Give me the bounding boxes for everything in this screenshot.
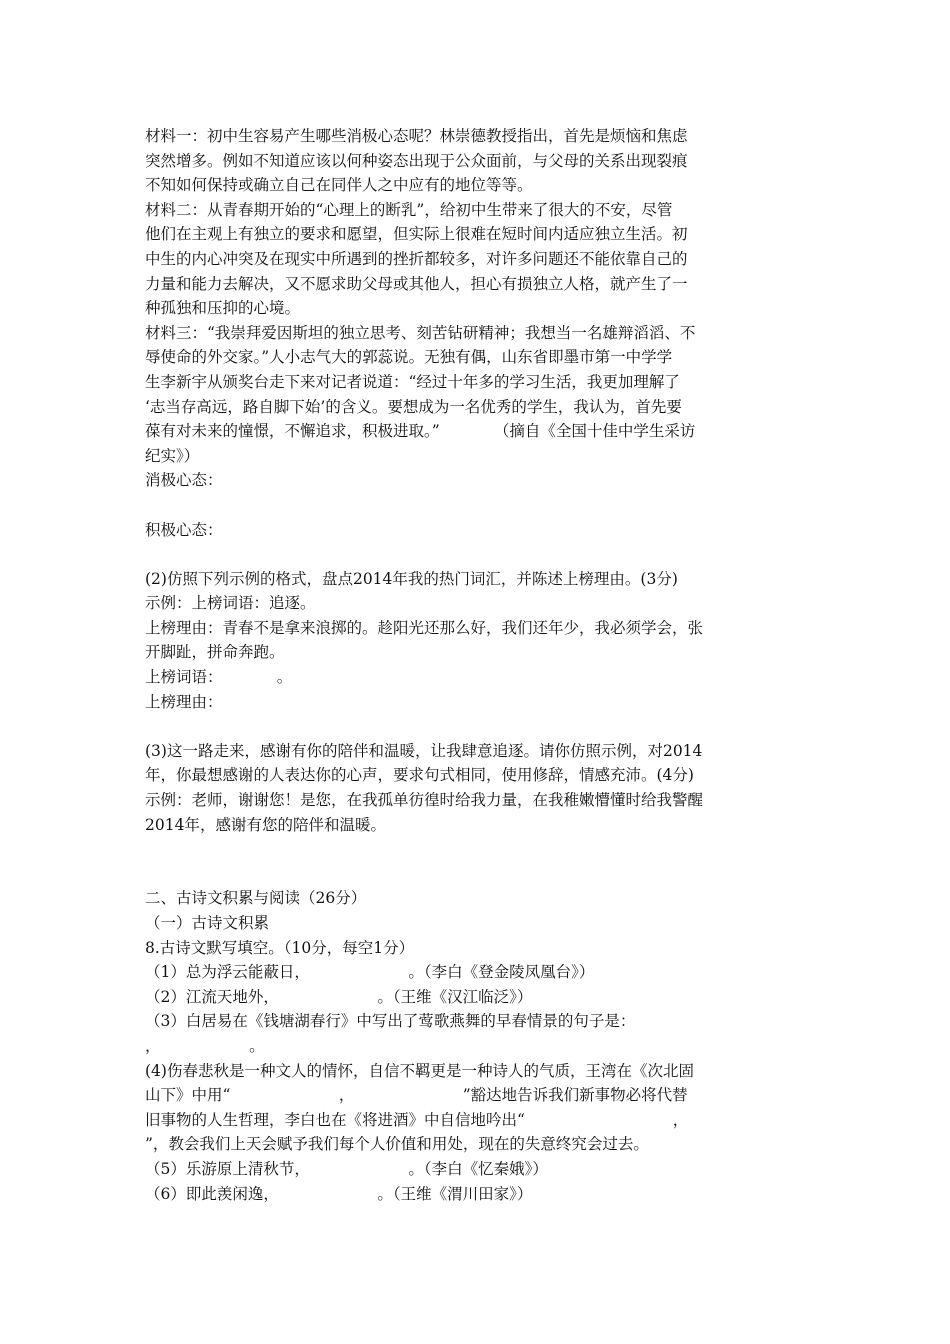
question-8-item-4-line-4: ”，教会我们上天会赋予我们每个人价值和用处，现在的失意终究会过去。 — [145, 1135, 649, 1154]
question-8-item-1: （1）总为浮云能蔽日， 。（李白《登金陵凤凰台》） — [145, 963, 595, 982]
answer-space — [145, 837, 810, 862]
answer-space — [145, 542, 810, 567]
material-3-line-3: 生李新宇从颁奖台走下来对记者说道：“经过十年多的学习生活，我更加理解了 — [145, 372, 680, 391]
question-8-item-4-line-2: 山下》中用“ ， ”豁达地告诉我们新事物必将代替 — [145, 1086, 688, 1105]
question-2-line-5: 上榜词语： 。 — [145, 668, 293, 687]
answer-space — [145, 493, 810, 518]
question-3-line-2: 年，你最想感谢的人表达你的心声，要求句式相同，使用修辞，情感充沛。(4分) — [145, 766, 694, 785]
question-2-line-6: 上榜理由： — [145, 692, 223, 711]
material-1-line-2: 突然增多。例如不知道应该以何种姿态出现于公众面前，与父母的关系出现裂痕 — [145, 151, 688, 170]
material-3-line-5: 葆有对未来的憧憬，不懈追求，积极进取。” （摘自《全国十佳中学生采访 — [145, 422, 696, 441]
question-8-item-3-line-1: （3）白居易在《钱塘湖春行》中写出了莺歌燕舞的早春情景的句子是： — [145, 1012, 636, 1031]
question-3-line-4: 2014年，感谢有您的陪伴和温暖。 — [145, 815, 386, 834]
question-2-line-2: 示例：上榜词语：追逐。 — [145, 594, 316, 613]
question-8-item-2: （2）江流天地外， 。（王维《汉江临泛》） — [145, 987, 533, 1006]
material-3-line-6: 纪实》） — [145, 446, 200, 465]
material-3-line-2: 辱使命的外交家。”人小志气大的郭蕊说。无独有偶，山东省即墨市第一中学学 — [145, 348, 673, 367]
question-2-line-4: 开脚趾，拼命奔跑。 — [145, 643, 285, 662]
material-3-line-1: 材料三：“我崇拜爱因斯坦的独立思考、刻苦钻研精神；我想当一名雄辩滔滔、不 — [145, 323, 696, 342]
question-2-line-3: 上榜理由：青春不是拿来浪掷的。趁阳光还那么好，我们还年少，我必须学会，张 — [145, 618, 704, 637]
positive-mindset-label: 积极心态： — [145, 520, 223, 539]
material-1-line-3: 不知如何保持或确立自己在同伴人之中应有的地位等等。 — [145, 176, 533, 195]
question-2-line-1: (2)仿照下列示例的格式，盘点2014年我的热门词汇，并陈述上榜理由。(3分) — [145, 569, 678, 588]
question-8-item-4-line-3: 旧事物的人生哲理，李白也在《将进酒》中自信地吟出“ ， — [145, 1110, 689, 1129]
material-3-line-4: ‘志当存高远，路自脚下始’的含义。要想成为一名优秀的学生，我认为，首先要 — [145, 397, 682, 416]
section-2-title: 二、古诗文积累与阅读（26分） — [145, 889, 367, 908]
question-8-item-4-line-1: (4)伤春悲秋是一种文人的情怀，自信不羁更是一种诗人的气质，王湾在《次北固 — [145, 1061, 694, 1080]
negative-mindset-label: 消极心态： — [145, 471, 223, 490]
document-page — [145, 124, 810, 1206]
material-1-line-1: 材料一：初中生容易产生哪些消极心态呢？林崇德教授指出，首先是烦恼和焦虑 — [145, 127, 688, 145]
question-3-line-1: (3)这一路走来，感谢有你的陪伴和温暖，让我肆意追逐。请你仿照示例，对2014 — [145, 741, 703, 760]
material-2-line-5: 种孤独和压抑的心境。 — [145, 299, 301, 318]
question-8-title: 8.古诗文默写填空。（10分，每空1分） — [145, 938, 415, 957]
material-2-line-1: 材料二：从青春期开始的“心理上的断乳”，给初中生带来了很大的不安，尽管 — [145, 200, 673, 219]
material-2-line-2: 他们在主观上有独立的要求和愿望，但实际上很难在短时间内适应独立生活。初 — [145, 225, 688, 244]
question-8-item-3-line-2: ， 。 — [145, 1036, 265, 1055]
question-3-line-3: 示例：老师，谢谢您！是您，在我孤单彷徨时给我力量，在我稚嫩懵懂时给我警醒 — [145, 791, 704, 810]
material-2-line-3: 中生的内心冲突及在现实中所遇到的挫折都较多，对许多问题还不能依靠自己的 — [145, 249, 688, 268]
question-8-item-6: （6）即此羡闲逸， 。（王维《渭川田家》） — [145, 1184, 533, 1203]
material-2-line-4: 力量和能力去解决，又不愿求助父母或其他人，担心有损独立人格，就产生了一 — [145, 274, 688, 293]
answer-space — [145, 714, 810, 739]
answer-space — [145, 862, 810, 887]
question-8-item-5: （5）乐游原上清秋节， 。（李白《忆秦娥》） — [145, 1159, 548, 1178]
section-2-subtitle: （一）古诗文积累 — [145, 914, 270, 932]
